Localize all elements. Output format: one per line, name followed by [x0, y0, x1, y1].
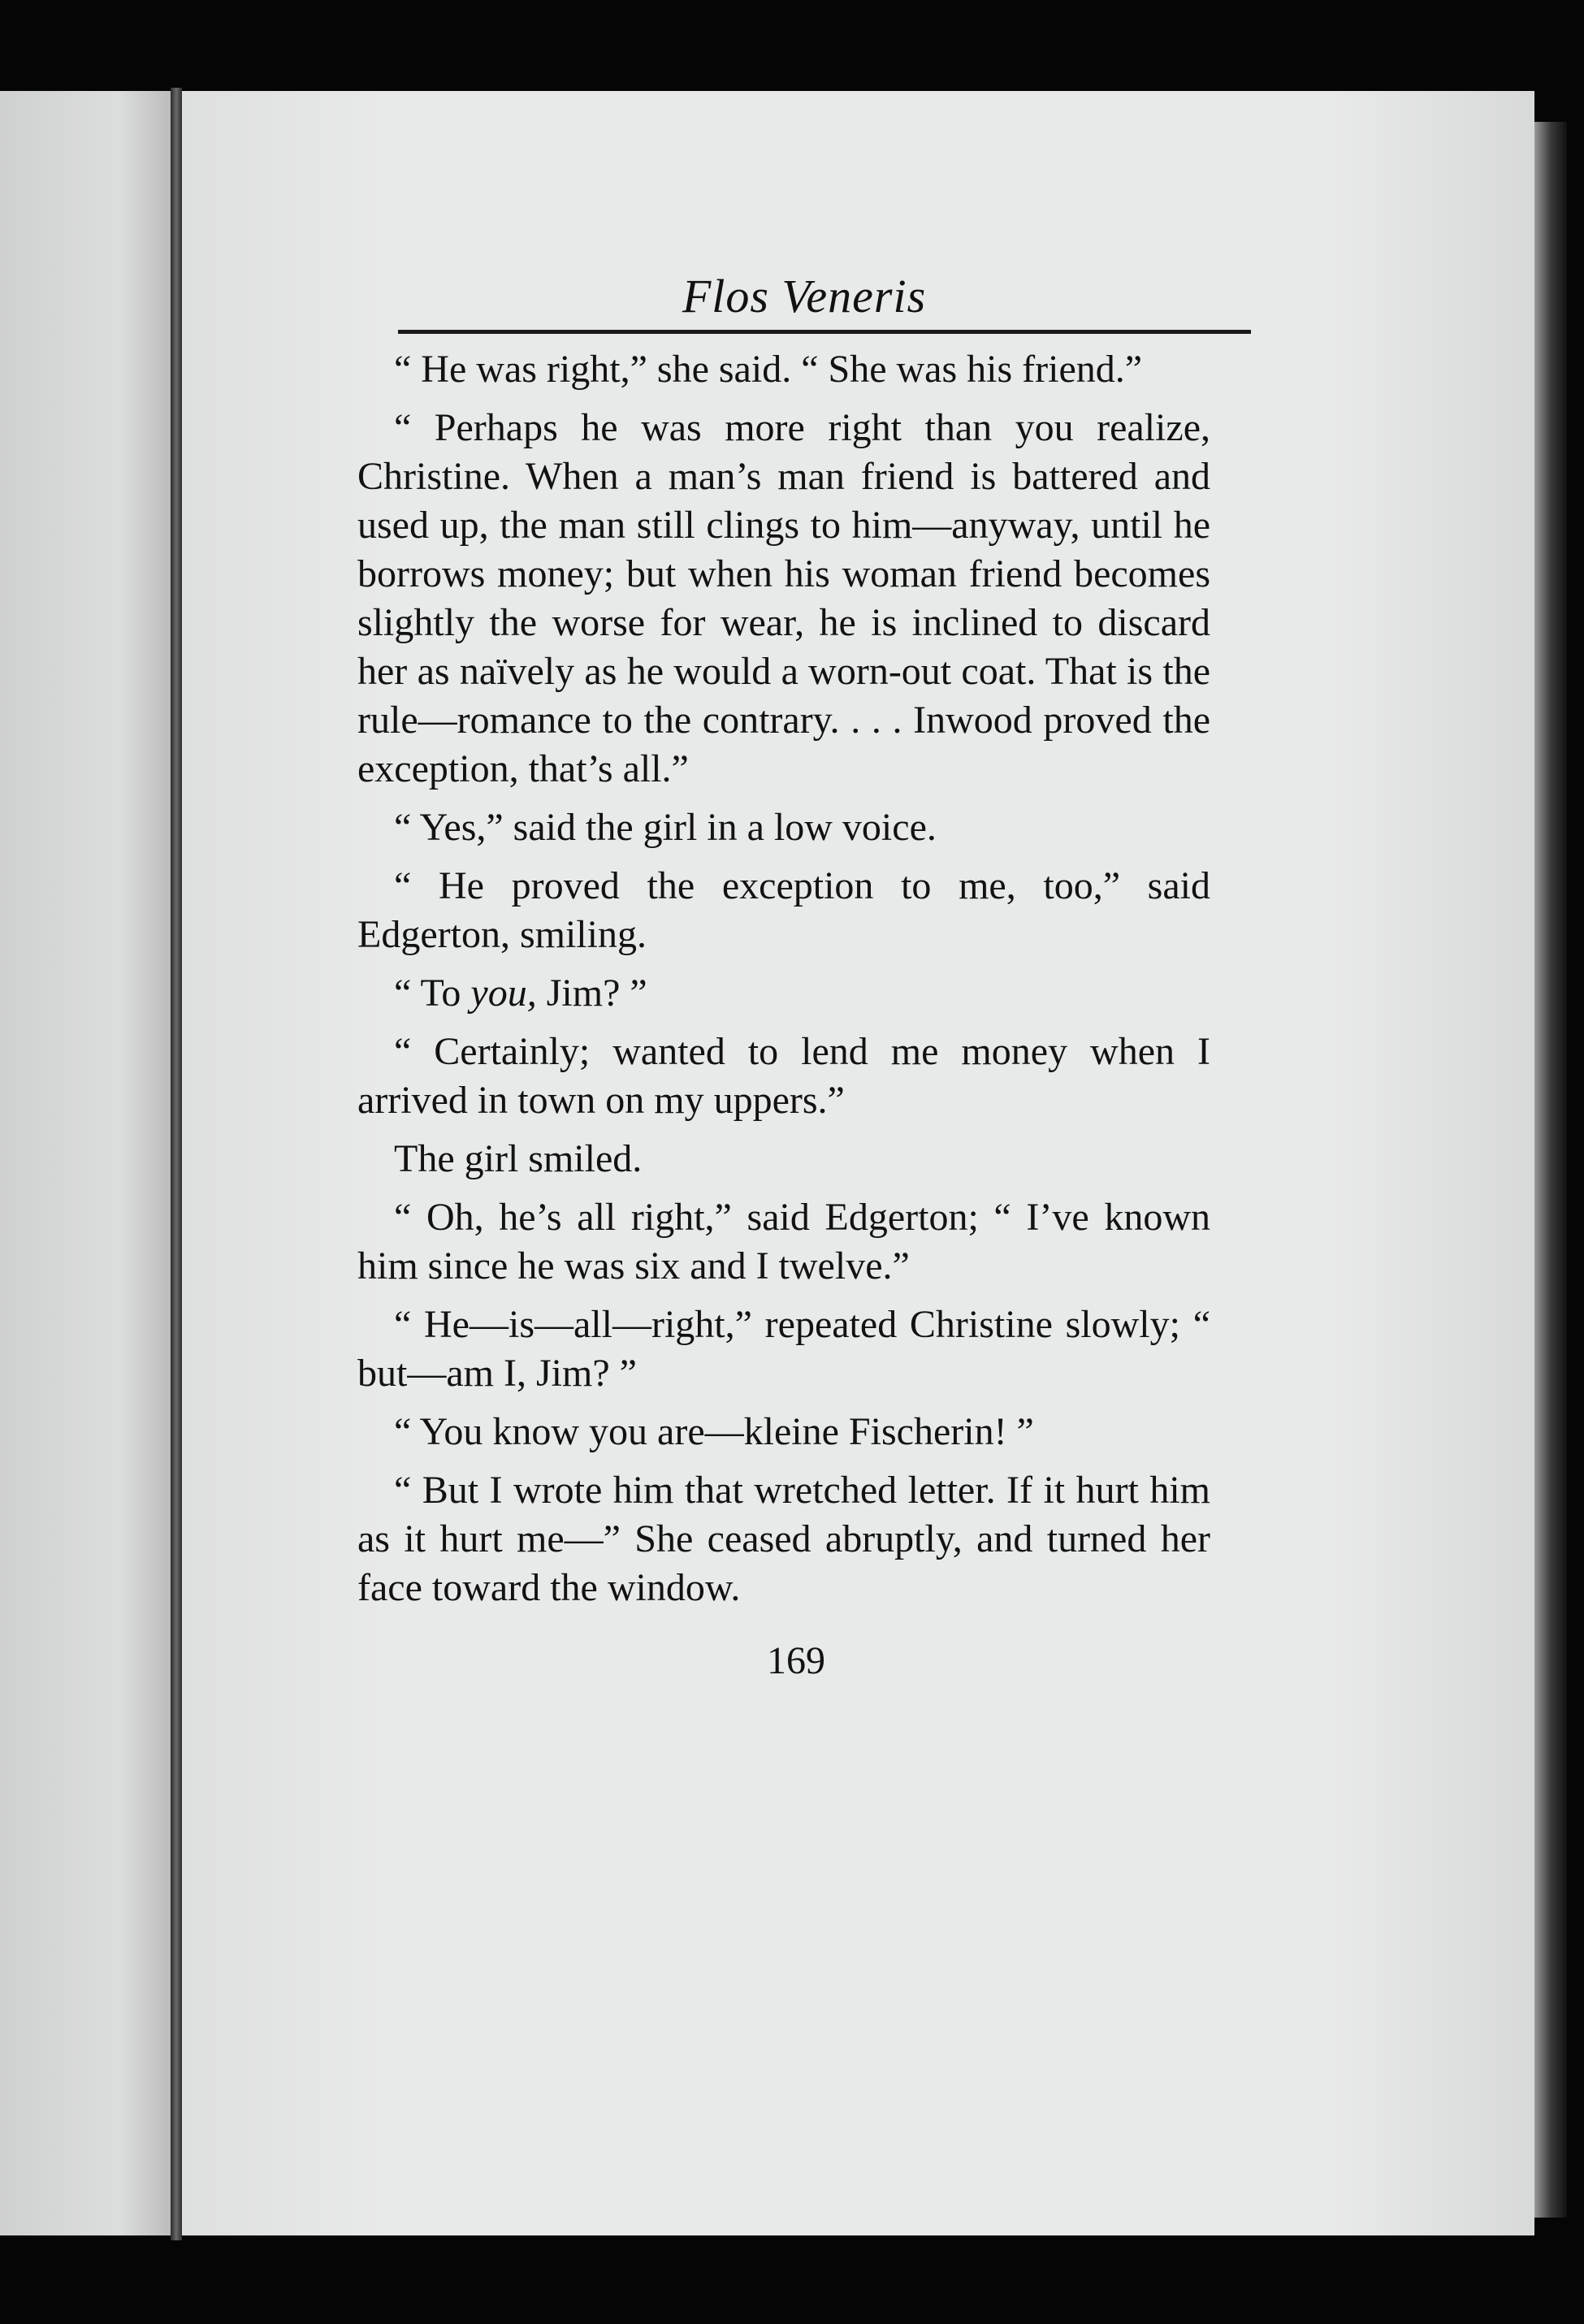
header-rule	[398, 330, 1251, 334]
paragraph-text: “ To	[394, 972, 471, 1015]
paragraph: “ He proved the exception to me, too,” said Edgerton, smiling.	[357, 864, 1210, 956]
paragraph: “ You know you are—kleine Fischerin! ”	[394, 1410, 1034, 1453]
facing-page-edge	[0, 91, 171, 2235]
paragraph-text: Jim? ”	[536, 972, 647, 1015]
paragraph: “ Oh, he’s all right,” said Edgerton; “ I’ve known him since he was six and I twelve.”	[357, 1196, 1210, 1288]
paragraph	[357, 969, 1210, 1018]
running-head: Flos Veneris	[682, 270, 927, 322]
emphasized-word: you,	[470, 972, 537, 1015]
paragraph: “ He was right,” she said. “ She was his friend.”	[394, 348, 1143, 391]
paragraph: “ Yes,” said the girl in a low voice.	[394, 806, 937, 849]
body-text	[357, 345, 1210, 1612]
paragraph: The girl smiled.	[394, 1137, 643, 1180]
page-edge-shadow	[1534, 122, 1567, 2218]
paragraph: “ Certainly; wanted to lend me money when I arrived in town on my uppers.”	[357, 1030, 1210, 1122]
page-number: 169	[767, 1639, 825, 1682]
paragraph: “ He—is—all—right,” repeated Christine slowly; “ but—am I, Jim? ”	[357, 1303, 1210, 1395]
page-content	[357, 268, 1210, 1686]
book-gutter	[171, 88, 182, 2240]
paragraph: “ But I wrote him that wretched letter. If it hurt him as it hurt me—” She ceased abruptly, and turned her face toward the window.	[357, 1469, 1210, 1609]
paragraph: “ Perhaps he was more right than you realize, Christine. When a man’s man friend is battered and used up, the man still clings to him—anyway, until he borrows money; but when his woman friend becomes slightly the worse for wear, he is inclined to discard her as naïvely as he would a worn-out coat. That is the rule—romance to the contrary. . . . Inwood proved the exception, that’s all.”	[357, 406, 1210, 790]
